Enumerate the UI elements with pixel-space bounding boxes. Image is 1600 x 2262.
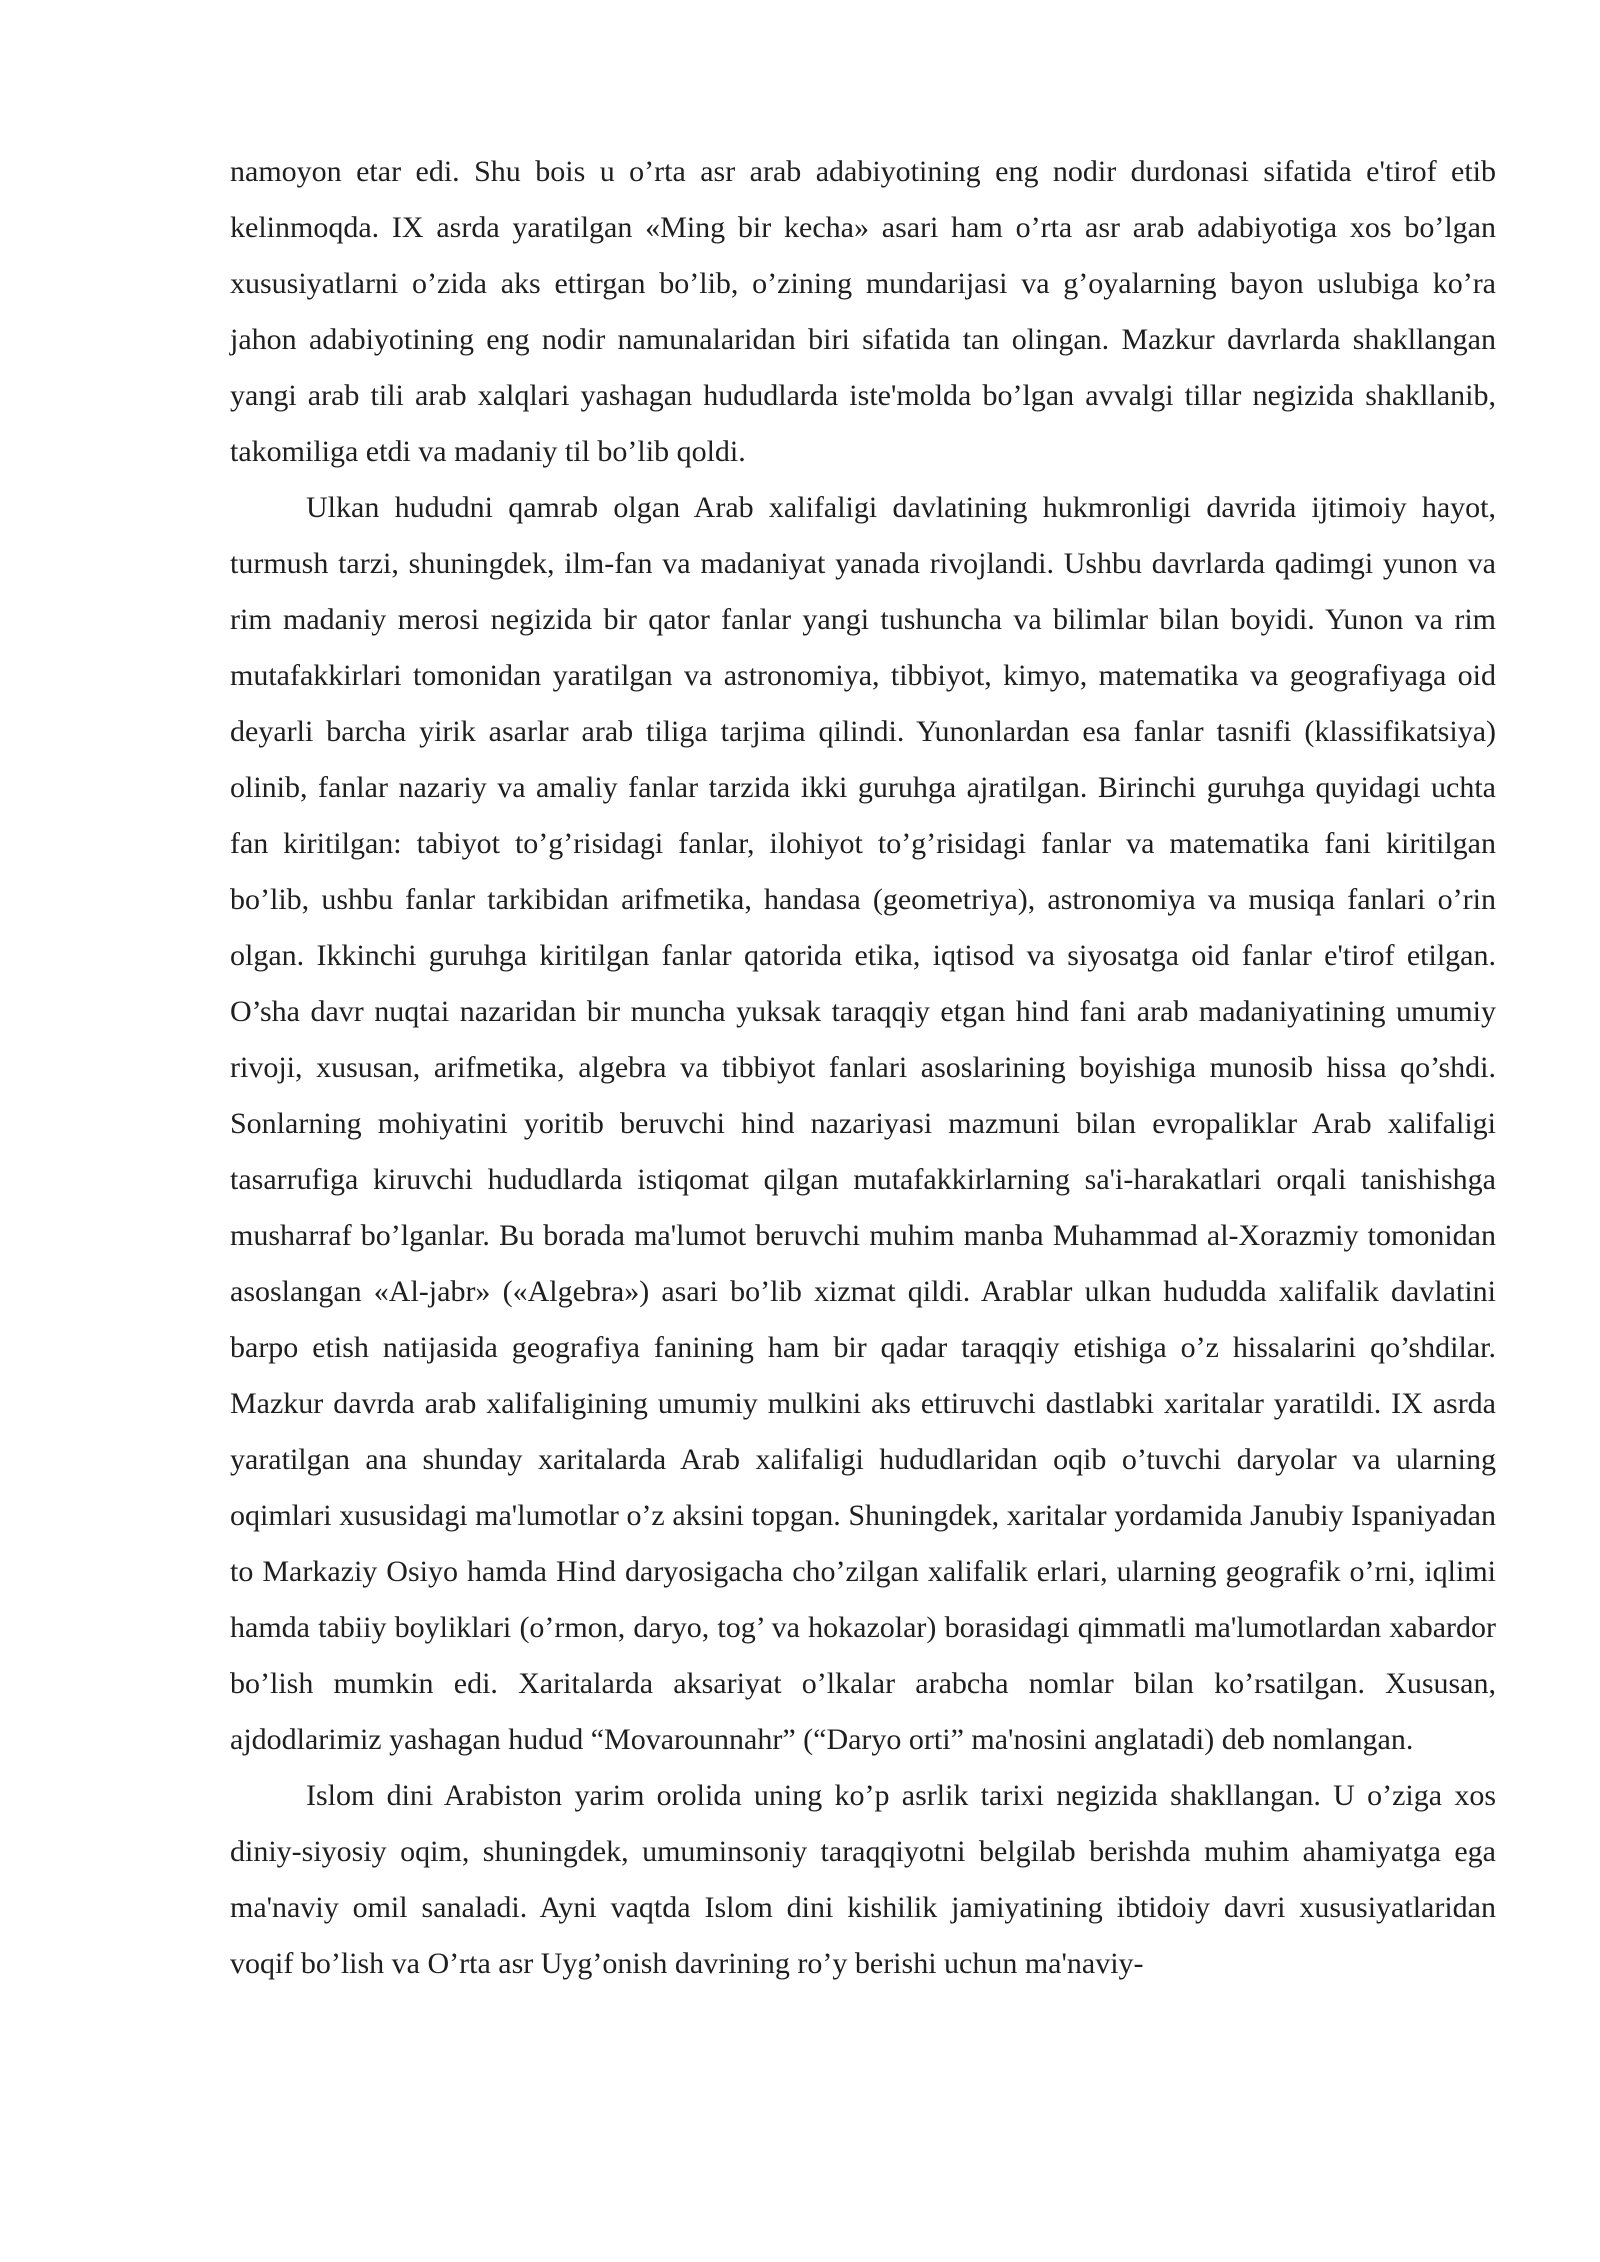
body-text [230, 144, 1496, 1992]
paragraph-2: Ulkan hududni qamrab olgan Arab xalifaligi davlatining hukmronligi davrida ijtimoiy hayot, turmush tarzi, shuningdek, ilm-fan va madaniyat yanada rivojlandi. Ushbu davrlarda qadimgi yunon va rim madaniy merosi negizida bir qator fanlar yangi tushuncha va bilimlar bilan boyidi. Yunon va rim mutafakkirlari tomonidan yaratilgan va astronomiya, tibbiyot, kimyo, matematika va geografiyaga oid deyarli barcha yirik asarlar arab tiliga tarjima qilindi. Yunonlardan esa fanlar tasnifi (klassifikatsiya) olinib, fanlar nazariy va amaliy fanlar tarzida ikki guruhga ajratilgan. Birinchi guruhga quyidagi uchta fan kiritilgan: tabiyot to’g’risidagi fanlar, ilohiyot to’g’risidagi fanlar va matematika fani kiritilgan bo’lib, ushbu fanlar tarkibidan arifmetika, handasa (geometriya), astronomiya va musiqa fanlari o’rin olgan. Ikkinchi guruhga kiritilgan fanlar qatorida etika, iqtisod va siyosatga oid fanlar e'tirof etilgan. O’sha davr nuqtai nazaridan bir muncha yuksak taraqqiy etgan hind fani arab madaniyatining umumiy rivoji, xususan, arifmetika, algebra va tibbiyot fanlari asoslarining boyishiga munosib hissa qo’shdi. Sonlarning mohiyatini yoritib beruvchi hind nazariyasi mazmuni bilan evropaliklar Arab xalifaligi tasarrufiga kiruvchi hududlarda istiqomat qilgan mutafakkirlarning sa'i-harakatlari orqali tanishishga musharraf bo’lganlar. Bu borada ma'lumot beruvchi muhim manba Muhammad al-Xorazmiy tomonidan asoslangan «Al-jabr» («Algebra») asari bo’lib xizmat qildi. Arablar ulkan hududda xalifalik davlatini barpo etish natijasida geografiya fanining ham bir qadar taraqqiy etishiga o’z hissalarini qo’shdilar. Mazkur davrda arab xalifaligining umumiy mulkini aks ettiruvchi dastlabki xaritalar yaratildi. IX asrda yaratilgan ana shunday xaritalarda Arab xalifaligi hududlaridan oqib o’tuvchi daryolar va ularning oqimlari xususidagi ma'lumotlar o’z aksini topgan. Shuningdek, xaritalar yordamida Janubiy Ispaniyadan to Markaziy Osiyo hamda Hind daryosigacha cho’zilgan xalifalik erlari, ularning geografik o’rni, iqlimi hamda tabiiy boyliklari (o’rmon, daryo, tog’ va hokazolar) borasidagi qimmatli ma'lumotlardan xabardor bo’lish mumkin edi. Xaritalarda aksariyat o’lkalar arabcha nomlar bilan ko’rsatilgan. Xususan, ajdodlarimiz yashagan hudud “Movarounnahr” (“Daryo orti” ma'nosini anglatadi) deb nomlangan. [230, 491, 1496, 1756]
paragraph-3: Islom dini Arabiston yarim orolida uning ko’p asrlik tarixi negizida shakllangan. U o’ziga xos diniy-siyosiy oqim, shuningdek, umuminsoniy taraqqiyotni belgilab berishda muhim ahamiyatga ega ma'naviy omil sanaladi. Ayni vaqtda Islom dini kishilik jamiyatining ibtidoiy davri xususiyatlaridan voqif bo’lish va O’rta asr Uyg’onish davrining ro’y berishi uchun ma'naviy- [230, 1779, 1496, 1980]
paragraph-1: namoyon etar edi. Shu bois u o’rta asr arab adabiyotining eng nodir durdonasi sifatida e'tirof etib kelinmoqda. IX asrda yaratilgan «Ming bir kecha» asari ham o’rta asr arab adabiyotiga xos bo’lgan xususiyatlarni o’zida aks ettirgan bo’lib, o’zining mundarijasi va g’oyalarning bayon uslubiga ko’ra jahon adabiyotining eng nodir namunalaridan biri sifatida tan olingan. Mazkur davrlarda shakllangan yangi arab tili arab xalqlari yashagan hududlarda iste'molda bo’lgan avvalgi tillar negizida shakllanib, takomiliga etdi va madaniy til bo’lib qoldi. [230, 155, 1496, 468]
